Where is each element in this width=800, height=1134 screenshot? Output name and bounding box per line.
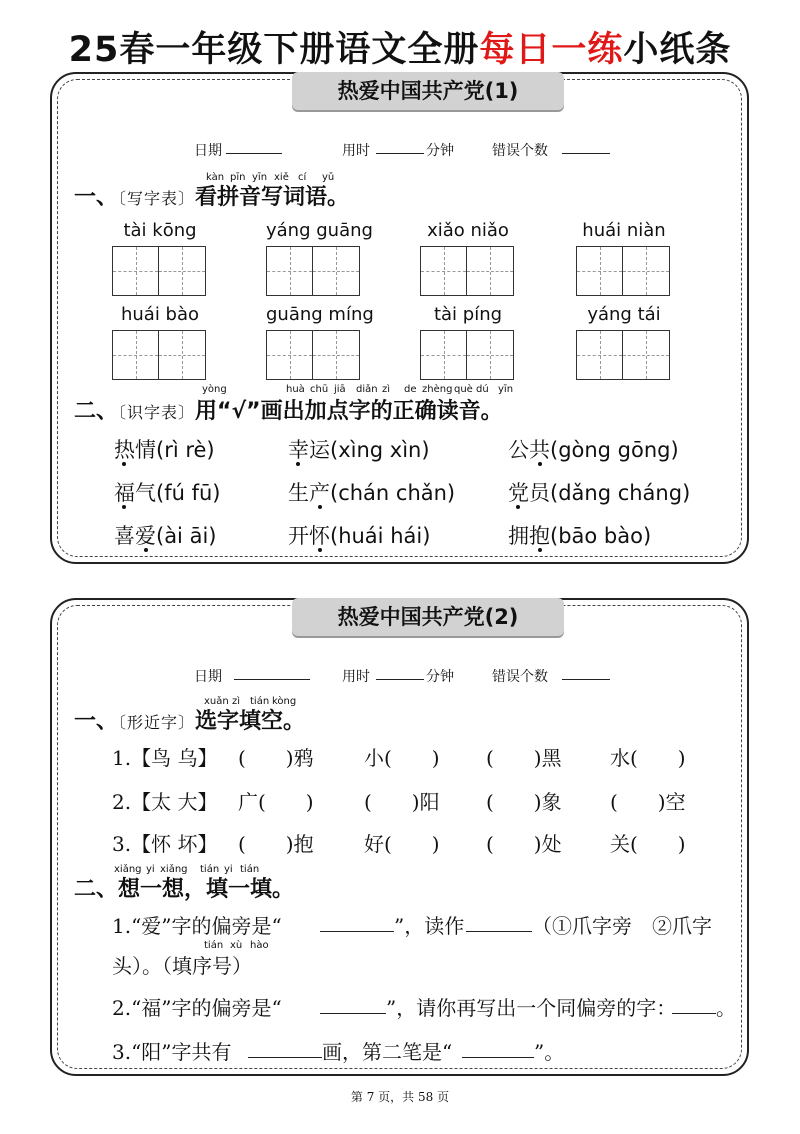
question-heading: 二、想一想，填一填。 [74, 877, 295, 902]
time-label: 用时 [342, 143, 370, 159]
answer-blank[interactable] [466, 918, 532, 932]
emphasis-dot [538, 462, 542, 466]
date-label: 日期 [194, 143, 222, 159]
reading-item[interactable]: 生产(chán chǎn) [288, 481, 456, 505]
emphasis-dot [538, 548, 542, 552]
hint-pinyin: chū [310, 384, 329, 395]
answer-blank[interactable] [248, 1044, 322, 1058]
emphasis-dot [296, 462, 300, 466]
title-highlight: 每日一练 [479, 30, 624, 70]
writing-grid[interactable] [576, 330, 670, 380]
reading-item[interactable]: 拥抱(bāo bào) [508, 524, 652, 548]
question-text: 3.“阳”字共有 [112, 1040, 232, 1064]
question-text: 1.“爱”字的偏旁是“ [112, 914, 282, 938]
question-text: 2.“福”字的偏旁是“ [112, 996, 282, 1020]
date-label: 日期 [194, 669, 222, 685]
choice-row-label: 1.【鸟 乌】 [112, 746, 218, 770]
hint-pinyin: yīn [498, 384, 514, 395]
hint-pinyin: tián [250, 696, 270, 707]
reading-item[interactable]: 幸运(xìng xìn) [288, 438, 430, 462]
hint-pinyin: hào [250, 940, 269, 951]
hint-pinyin: de [404, 384, 417, 395]
errors-blank[interactable] [562, 666, 610, 680]
hint-pinyin: xiě [274, 172, 289, 183]
hint-pinyin: què [454, 384, 473, 395]
answer-blank[interactable] [320, 1000, 386, 1014]
fill-blank[interactable]: 小( ) [364, 746, 440, 770]
hint-pinyin: tián [204, 940, 224, 951]
writing-grid[interactable] [266, 246, 360, 296]
emphasis-dot [318, 548, 322, 552]
item-pinyin: tài píng [433, 304, 503, 325]
reading-item[interactable]: 开怀(huái hái) [288, 524, 431, 548]
hint-pinyin: tián [240, 864, 260, 875]
date-blank[interactable] [226, 140, 282, 154]
reading-item[interactable]: 热情(rì rè) [114, 438, 215, 462]
answer-blank[interactable] [320, 918, 394, 932]
reading-item[interactable]: 福气(fú fū) [114, 481, 221, 505]
fill-blank[interactable]: ( )处 [486, 832, 562, 856]
question-text: 头）。（填序号） [112, 954, 252, 978]
choice-row-label: 2.【太 大】 [112, 790, 218, 814]
question-heading: 一、〔形近字〕选字填空。 [74, 709, 306, 734]
fill-blank[interactable]: ( )阳 [364, 790, 440, 814]
fill-blank[interactable]: 关( ) [610, 832, 686, 856]
fill-blank[interactable]: ( )黑 [486, 746, 562, 770]
question-text: ”。 [534, 1040, 565, 1064]
hint-pinyin: xiǎng [160, 864, 188, 875]
emphasis-dot [122, 462, 126, 466]
emphasis-dot [144, 548, 148, 552]
emphasis-dot [318, 505, 322, 509]
item-pinyin: guāng míng [266, 304, 374, 325]
hint-pinyin: xuǎn [204, 696, 229, 707]
fill-blank[interactable]: ( )象 [486, 790, 562, 814]
worksheet-card-2 [50, 598, 749, 1076]
hint-pinyin: yòng [202, 384, 227, 395]
writing-grid[interactable] [266, 330, 360, 380]
hint-pinyin: huà [286, 384, 305, 395]
hint-pinyin: jiā [334, 384, 346, 395]
fill-blank[interactable]: ( )抱 [238, 832, 314, 856]
hint-pinyin: zì [382, 384, 391, 395]
time-blank[interactable] [376, 666, 424, 680]
writing-grid[interactable] [112, 330, 206, 380]
reading-item[interactable]: 喜爱(ài āi) [114, 524, 217, 548]
hint-pinyin: cí [298, 172, 307, 183]
hint-pinyin: yi [224, 864, 233, 875]
hint-pinyin: yīn [252, 172, 268, 183]
time-label: 用时 [342, 669, 370, 685]
item-pinyin: yáng tái [587, 304, 661, 325]
answer-blank[interactable] [672, 1000, 716, 1014]
errors-label: 错误个数 [492, 143, 548, 159]
hint-pinyin: yǔ [322, 172, 335, 183]
answer-blank[interactable] [462, 1044, 534, 1058]
hint-pinyin: pīn [230, 172, 246, 183]
emphasis-dot [516, 505, 520, 509]
hint-pinyin: xù [230, 940, 243, 951]
fill-blank[interactable]: ( )空 [610, 790, 686, 814]
question-text: （①爪字旁 ②爪字 [532, 914, 712, 938]
item-pinyin: tài kōng [123, 220, 197, 241]
writing-grid[interactable] [576, 246, 670, 296]
hint-pinyin: tián [200, 864, 220, 875]
question-text: ”，请你再写出一个同偏旁的字： [386, 996, 677, 1020]
fill-blank[interactable]: 好( ) [364, 832, 440, 856]
writing-grid[interactable] [112, 246, 206, 296]
emphasis-dot [122, 505, 126, 509]
reading-item[interactable]: 公共(gòng gōng) [508, 438, 679, 462]
card-banner: 热爱中国共产党(1) [292, 72, 564, 110]
fill-blank[interactable]: 广( ) [238, 790, 314, 814]
worksheet-card-1 [50, 72, 749, 564]
item-pinyin: huái bào [120, 304, 200, 325]
hint-pinyin: diǎn [356, 384, 378, 395]
question-heading: 二、〔识字表〕用“√”画出加点字的正确读音。 [74, 399, 503, 424]
errors-blank[interactable] [562, 140, 610, 154]
page-title [0, 22, 800, 72]
item-pinyin: yáng guāng [266, 220, 373, 241]
writing-grid[interactable] [420, 246, 514, 296]
hint-pinyin: xiǎng [114, 864, 142, 875]
fill-blank[interactable]: ( )鸦 [238, 746, 314, 770]
writing-grid[interactable] [420, 330, 514, 380]
item-pinyin: huái niàn [582, 220, 666, 241]
minutes-label: 分钟 [426, 143, 454, 159]
hint-pinyin: kàn [206, 172, 225, 183]
hint-pinyin: kòng [272, 696, 297, 707]
hint-pinyin: zhèng [422, 384, 453, 395]
card-banner: 热爱中国共产党(2) [292, 598, 564, 636]
title-suffix: 小纸条 [623, 30, 732, 70]
reading-item[interactable]: 党员(dǎng cháng) [508, 481, 691, 505]
time-blank[interactable] [376, 140, 424, 154]
question-text: 。 [716, 996, 736, 1020]
question-text: ”，读作 [394, 914, 465, 938]
title-prefix: 25春一年级下册语文全册 [68, 30, 480, 70]
question-text: 画，第二笔是“ [322, 1040, 453, 1064]
hint-pinyin: yi [146, 864, 155, 875]
hint-pinyin: zì [232, 696, 241, 707]
fill-blank[interactable]: 水( ) [610, 746, 686, 770]
item-pinyin: xiǎo niǎo [427, 220, 509, 241]
page-footer: 第 7 页，共 58 页 [350, 1090, 450, 1104]
question-heading: 一、〔写字表〕看拼音写词语。 [74, 185, 350, 210]
errors-label: 错误个数 [492, 669, 548, 685]
date-blank[interactable] [234, 666, 310, 680]
minutes-label: 分钟 [426, 669, 454, 685]
hint-pinyin: dú [476, 384, 489, 395]
choice-row-label: 3.【怀 坏】 [112, 832, 218, 856]
